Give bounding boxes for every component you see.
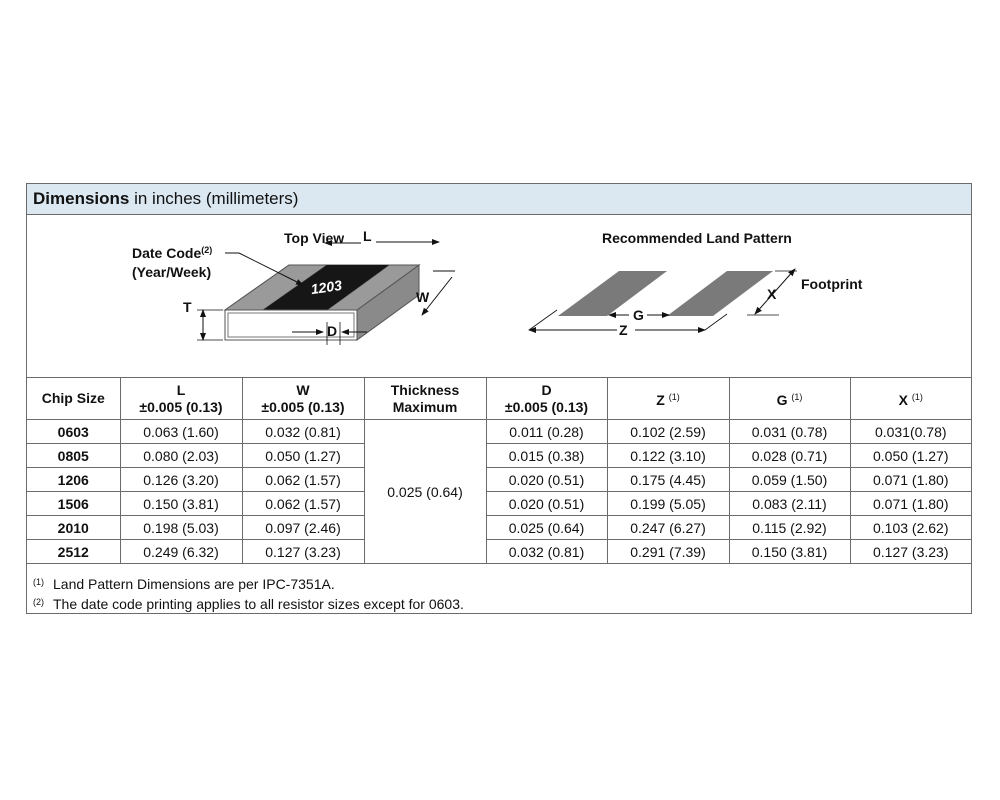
cell-G: 0.028 (0.71) xyxy=(729,444,850,468)
Z-dim-label: Z xyxy=(619,322,628,338)
table-row xyxy=(27,540,971,564)
footnotes xyxy=(33,573,464,613)
header-thickness xyxy=(364,378,486,420)
cell-Z: 0.291 (7.39) xyxy=(607,540,729,564)
cell-W: 0.062 (1.57) xyxy=(242,492,364,516)
header-G-name: G xyxy=(776,391,788,408)
header-title-bold: Dimensions xyxy=(33,189,130,208)
figures-svg xyxy=(27,215,971,377)
header-Z-note: (1) xyxy=(668,391,680,402)
L-dim-label: L xyxy=(363,228,372,244)
table-header-row xyxy=(27,378,971,420)
cell-Z: 0.199 (5.05) xyxy=(607,492,729,516)
cell-W: 0.062 (1.57) xyxy=(242,468,364,492)
cell-size: 1506 xyxy=(27,492,120,516)
table-row xyxy=(27,468,971,492)
table-row xyxy=(27,444,971,468)
cell-L: 0.063 (1.60) xyxy=(120,420,242,444)
header-Z xyxy=(607,378,729,420)
date-code-label xyxy=(132,245,212,261)
dimensions-table xyxy=(27,377,971,564)
footnote-2 xyxy=(33,593,464,613)
cell-D: 0.020 (0.51) xyxy=(486,468,607,492)
header-L xyxy=(120,378,242,420)
cell-D: 0.011 (0.28) xyxy=(486,420,607,444)
cell-W: 0.032 (0.81) xyxy=(242,420,364,444)
cell-L: 0.150 (3.81) xyxy=(120,492,242,516)
cell-D: 0.020 (0.51) xyxy=(486,492,607,516)
cell-L: 0.126 (3.20) xyxy=(120,468,242,492)
header-W-tol: ±0.005 (0.13) xyxy=(261,398,345,415)
chip-marking: 1203 xyxy=(309,276,343,298)
dimensions-panel xyxy=(26,183,972,614)
cell-size: 2010 xyxy=(27,516,120,540)
D-dim-label: D xyxy=(327,323,338,339)
cell-D: 0.025 (0.64) xyxy=(486,516,607,540)
cell-X: 0.050 (1.27) xyxy=(850,444,971,468)
cell-X: 0.127 (3.23) xyxy=(850,540,971,564)
header-G xyxy=(729,378,850,420)
figure-area xyxy=(27,215,971,377)
cell-Z: 0.122 (3.10) xyxy=(607,444,729,468)
cell-size: 0805 xyxy=(27,444,120,468)
cell-W: 0.127 (3.23) xyxy=(242,540,364,564)
date-code-note: (2) xyxy=(201,245,213,255)
header-W xyxy=(242,378,364,420)
cell-G: 0.083 (2.11) xyxy=(729,492,850,516)
cell-Z: 0.175 (4.45) xyxy=(607,468,729,492)
W-dim-label: W xyxy=(416,289,430,305)
header-D-tol: ±0.005 (0.13) xyxy=(504,398,589,415)
header-thickness-sub: Maximum xyxy=(392,398,458,415)
Z-ext-left xyxy=(529,310,557,330)
footnote-2-ref: (2) xyxy=(33,597,44,607)
panel-header xyxy=(27,184,971,215)
cell-size: 1206 xyxy=(27,468,120,492)
T-dim-label: T xyxy=(183,299,192,315)
header-D-name: D xyxy=(541,381,552,398)
table-row xyxy=(27,420,971,444)
date-code-text: Date Code xyxy=(132,245,202,261)
header-L-tol: ±0.005 (0.13) xyxy=(139,398,223,415)
cell-G: 0.059 (1.50) xyxy=(729,468,850,492)
cell-L: 0.080 (2.03) xyxy=(120,444,242,468)
cell-G: 0.031 (0.78) xyxy=(729,420,850,444)
cell-L: 0.249 (6.32) xyxy=(120,540,242,564)
cell-X: 0.103 (2.62) xyxy=(850,516,971,540)
footnote-2-text: The date code printing applies to all resistor sizes except for 0603. xyxy=(53,596,464,612)
header-title-rest: in inches (millimeters) xyxy=(129,189,299,208)
top-view-title: Top View xyxy=(284,230,345,246)
table-row xyxy=(27,492,971,516)
land-pattern-title: Recommended Land Pattern xyxy=(602,230,792,246)
cell-size: 0603 xyxy=(27,420,120,444)
cell-L: 0.198 (5.03) xyxy=(120,516,242,540)
header-Z-name: Z xyxy=(656,391,665,408)
Z-ext-right xyxy=(705,314,727,330)
cell-W: 0.050 (1.27) xyxy=(242,444,364,468)
header-chip-size: Chip Size xyxy=(27,378,120,420)
footprint-label: Footprint xyxy=(801,276,863,292)
header-D xyxy=(486,378,607,420)
cell-X: 0.071 (1.80) xyxy=(850,492,971,516)
header-X xyxy=(850,378,971,420)
footnote-1-text: Land Pattern Dimensions are per IPC-7351A. xyxy=(53,576,335,592)
table-row xyxy=(27,516,971,540)
right-pad xyxy=(667,271,773,316)
header-W-name: W xyxy=(296,381,310,398)
cell-size: 2512 xyxy=(27,540,120,564)
cell-Z: 0.247 (6.27) xyxy=(607,516,729,540)
cell-thickness: 0.025 (0.64) xyxy=(364,420,486,564)
header-thickness-name: Thickness xyxy=(390,381,460,398)
G-dim-label: G xyxy=(633,307,644,323)
cell-Z: 0.102 (2.59) xyxy=(607,420,729,444)
header-G-note: (1) xyxy=(791,391,803,402)
header-L-name: L xyxy=(176,381,186,398)
land-pattern-figure xyxy=(529,230,863,338)
year-week-label: (Year/Week) xyxy=(132,264,212,280)
X-dim-label: X xyxy=(767,286,777,302)
cell-X: 0.071 (1.80) xyxy=(850,468,971,492)
cell-X: 0.031(0.78) xyxy=(850,420,971,444)
cell-G: 0.115 (2.92) xyxy=(729,516,850,540)
header-X-note: (1) xyxy=(911,391,923,402)
footnote-1 xyxy=(33,573,464,593)
chip-front-face xyxy=(225,310,357,340)
cell-D: 0.015 (0.38) xyxy=(486,444,607,468)
top-view-figure xyxy=(132,228,455,345)
cell-W: 0.097 (2.46) xyxy=(242,516,364,540)
left-pad-body xyxy=(558,271,667,316)
cell-G: 0.150 (3.81) xyxy=(729,540,850,564)
header-X-name: X xyxy=(898,391,908,408)
cell-D: 0.032 (0.81) xyxy=(486,540,607,564)
footnote-1-ref: (1) xyxy=(33,577,44,587)
